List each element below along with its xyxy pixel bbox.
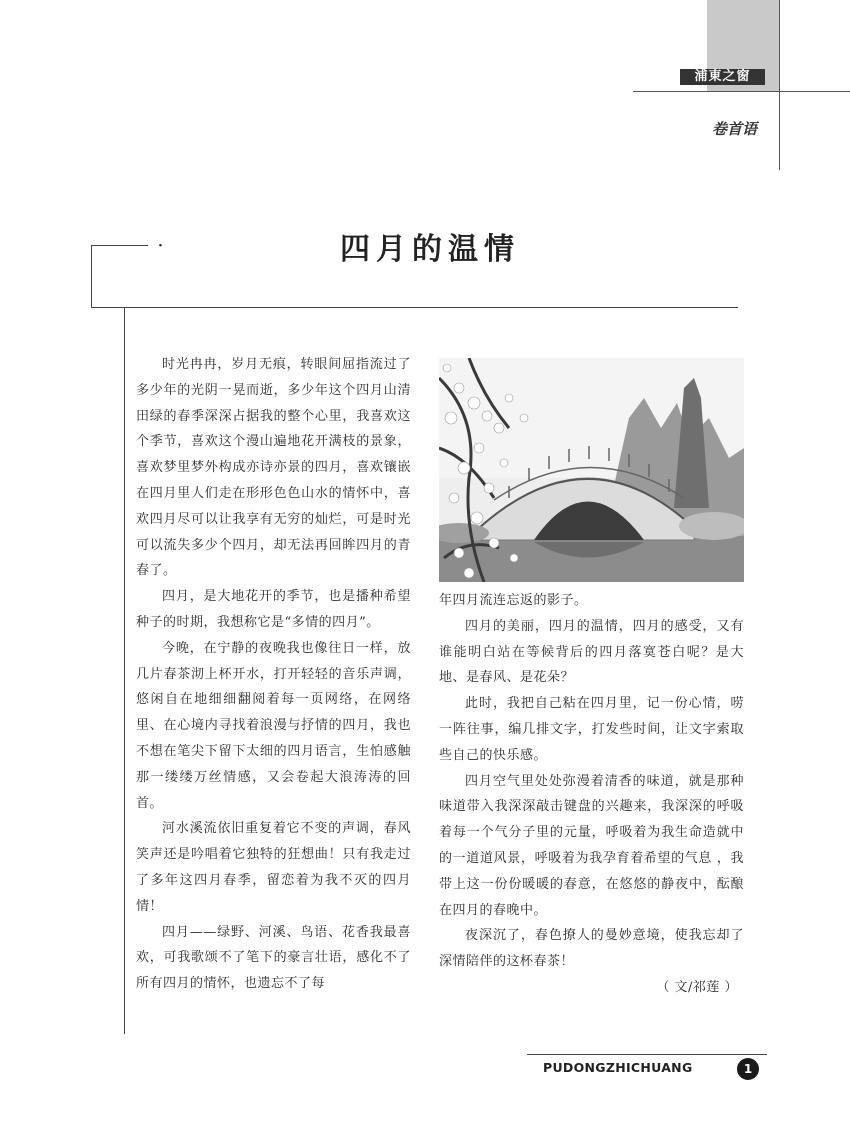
paragraph: 四月——绿野、河溪、鸟语、花香我最喜欢，可我歌颂不了笔下的豪言壮语，感化不了所有四月的情怀，也遗忘不了每 [136,924,411,992]
brand-tag: 浦東之窗 [680,69,765,85]
title-bullet: · [158,238,163,254]
bridge-photo [439,358,744,582]
paragraph: 此时，我把自己粘在四月里，记一份心情，唠一阵往事，编几排文字，打发些时间，让文字索取些自己的快乐感。 [439,696,744,763]
page-number: 1 [737,1058,759,1080]
title-frame-bottom-rule [91,307,738,308]
article-column-right [439,588,744,1001]
paragraph: 四月空气里处处弥漫着清香的味道，就是那种味道带入我深深敲击键盘的兴趣来，我深深的呼吸着每一个气分子里的元量，呼吸着为我生命造就中的一道道风景，呼吸着为我孕育着希望的气息 ，我带上这一份份暖暖的春意，在悠悠的静夜中，酝酿在四月的春晚中。 [439,773,744,918]
paragraph: 四月，是大地花开的季节，也是播种希望种子的时期，我想称它是“多情的四月”。 [136,589,411,630]
bridge-photo-illustration [439,358,744,582]
title-frame-left-rule [91,245,92,308]
paragraph: 时光冉冉，岁月无痕，转眼间屈指流过了多少年的光阴一晃而逝，多少年这个四月山清田绿的春季深深占据我的整个心里，我喜欢这个季节，喜欢这个漫山遍地花开满枝的景象，喜欢梦里梦外构成亦诗亦景的四月，喜欢镶嵌在四月里人们走在形形色色山水的情怀中，喜欢四月尽可以让我享有无穷的灿烂，可是时光可以流失多少个四月，却无法再回眸四月的青春了。 [136,357,411,579]
header-rule-vertical [779,0,780,170]
title-frame-top-rule [91,245,148,246]
section-label: 卷首语 [711,120,757,138]
article-column-left [136,352,411,997]
footer-rule [527,1054,767,1055]
header-rule-horizontal [633,91,850,92]
column-left-rule [124,308,125,1034]
author-signature: （ 文/祁莲 ） [656,979,738,995]
paragraph: 今晚，在宁静的夜晚我也像往日一样，放几片春茶沏上杯开水，打开轻轻的音乐声调，悠闲自在地细细翻阅着每一页网络，在网络里、在心境内寻找着浪漫与抒情的四月，我也不想在笔尖下留下太细的四月语言，生怕感触那一缕缕万丝情感，又会卷起大浪涛涛的回首。 [136,640,411,811]
paragraph: 河水溪流依旧重复着它不变的声调，春风笑声还是吟唱着它独特的狂想曲！只有我走过了多年这四月春季，留恋着为我不灭的四月情！ [136,821,411,914]
paragraph: 四月的美丽，四月的温情，四月的感受，又有谁能明白站在等候背后的四月落寞苍白呢？是大地、是春风、是花朵？ [439,618,744,686]
footer-brand: PUDONGZHICHUANG [543,1060,693,1075]
article-title: 四月的温情 [340,232,520,267]
paragraph: 夜深沉了，春色撩人的曼妙意境，使我忘却了深情陪伴的这杯春茶！ [439,928,744,970]
paragraph-continuation: 年四月流连忘返的影子。 [439,593,588,608]
